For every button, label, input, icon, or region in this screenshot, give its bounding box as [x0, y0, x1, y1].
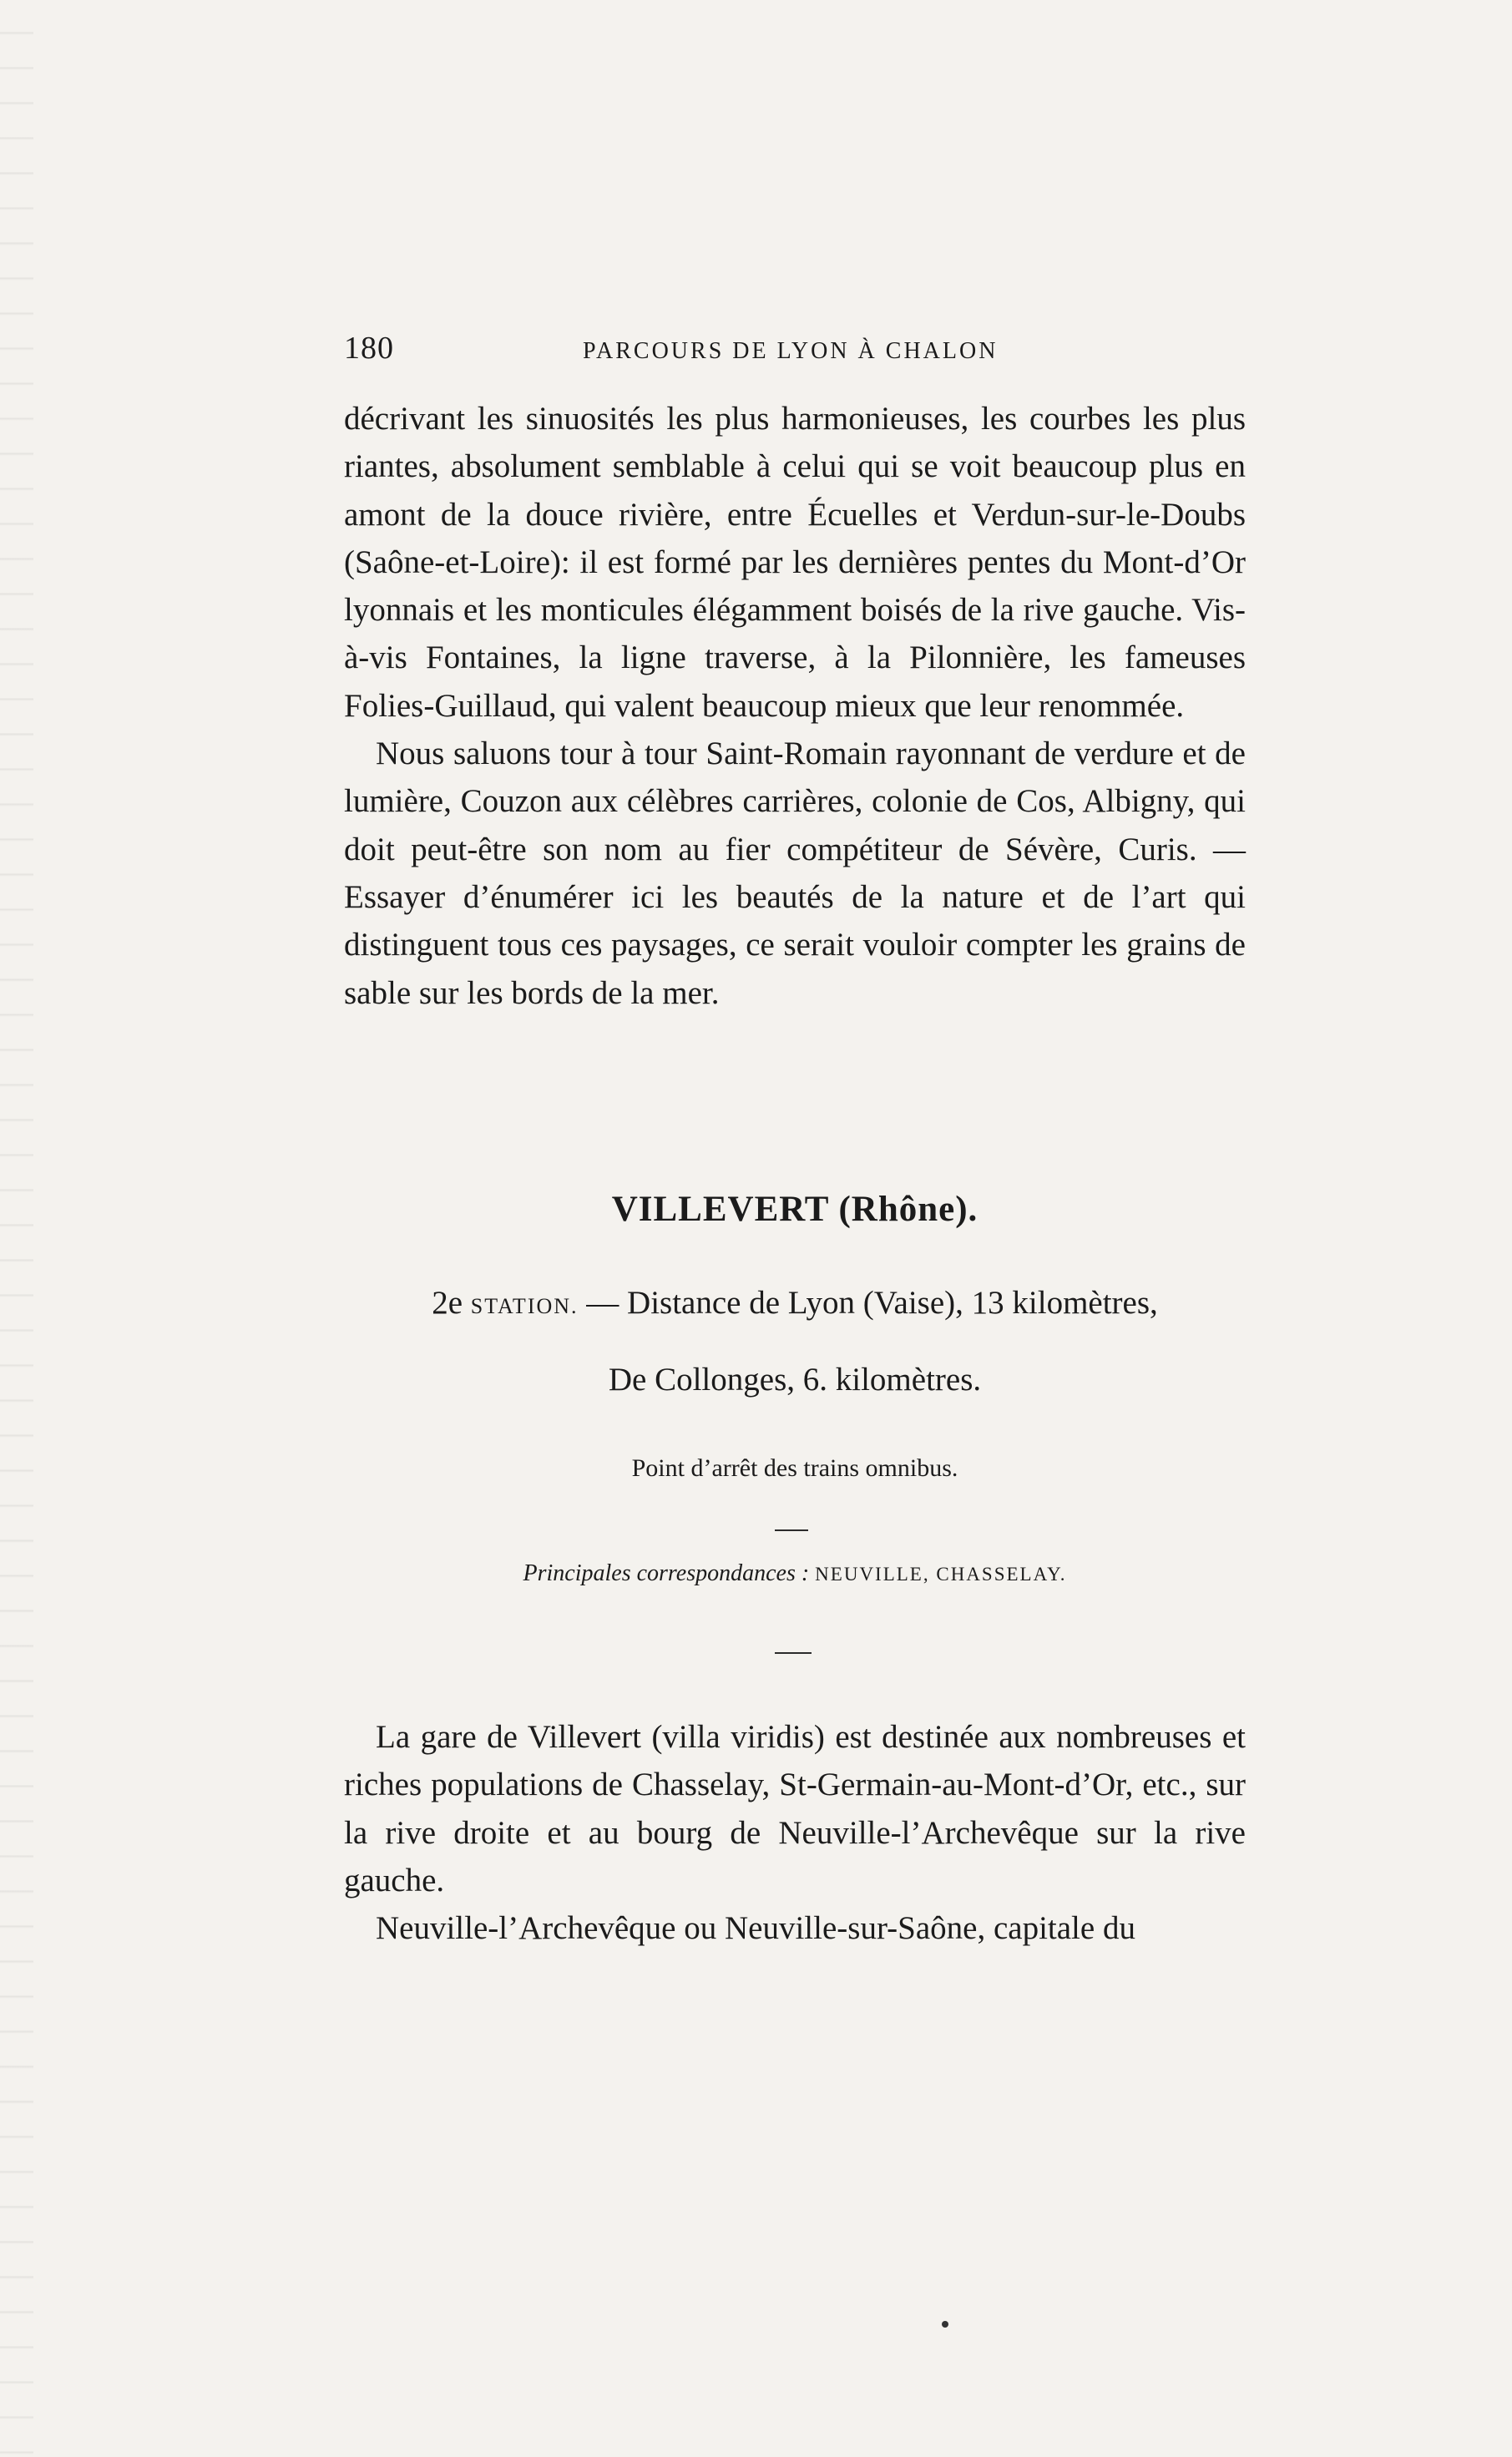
scan-gutter: [0, 0, 33, 2457]
station-note: Point d’arrêt des trains omnibus.: [631, 1454, 958, 1482]
paragraph: La gare de Villevert (villa viridis) est destinée aux nombreuses et riches populations de Chasselay, St-Germain-au-Mont-d’Or, etc., sur la rive droite et au bourg de Neuville-l’Archevêque sur la rive gauche.: [344, 1719, 1246, 1898]
separator-rule: [775, 1652, 812, 1654]
correspondences-label: Principales correspondances :: [523, 1560, 810, 1586]
text-block-villevert: [344, 1713, 1246, 1952]
station-title: VILLEVERT (Rhône).: [611, 1190, 979, 1229]
separator-rule: [775, 1529, 808, 1531]
station-distance-collonges: De Collonges, 6. kilomètres.: [608, 1362, 982, 1398]
page-header: [344, 330, 1229, 372]
distance-lyon: — Distance de Lyon (Vaise), 13 kilomètres,: [586, 1285, 1158, 1321]
paragraph: décrivant les sinuosités les plus harmonieuses, les courbes les plus riantes, absolument semblable à celui qui se voit beaucoup plus en amont de la douce rivière, entre Écuelles et Verdun-sur-le-Doubs (Saône-et-Loire): il est formé par les dernières pentes du Mont-d’Or lyonnais et les monticules élégamment boisés de la rive gauche. Vis-à-vis Fontaines, la ligne traverse, à la Pilonnière, les fameuses Folies-Guillaud, qui valent beaucoup mieux que leur renommée.: [344, 401, 1246, 724]
station-number: 2e: [432, 1285, 463, 1321]
text-block-intro: [344, 395, 1246, 1017]
correspondences-line: [344, 1560, 1246, 1587]
paragraph: Neuville-l’Archevêque ou Neuville-sur-Saône, capitale du: [376, 1910, 1135, 1947]
station-word: STATION.: [470, 1294, 579, 1318]
paragraph: Nous saluons tour à tour Saint-Romain rayonnant de verdure et de lumière, Couzon aux célèbres carrières, colonie de Cos, Albigny, qui doit peut-être son nom au fier compétiteur de Sévère, Curis. — Essayer d’énumérer ici les beautés de la nature et de l’art qui distinguent tous ces paysages, ce serait vouloir compter les grains de sable sur les bords de la mer.: [344, 736, 1246, 1011]
correspondences-places: NEUVILLE, CHASSELAY.: [815, 1564, 1067, 1585]
page-number: 180: [344, 331, 394, 366]
running-head: PARCOURS DE LYON À CHALON: [583, 338, 999, 364]
ink-dot: [942, 2321, 948, 2328]
station-distance-lyon: [344, 1284, 1246, 1322]
